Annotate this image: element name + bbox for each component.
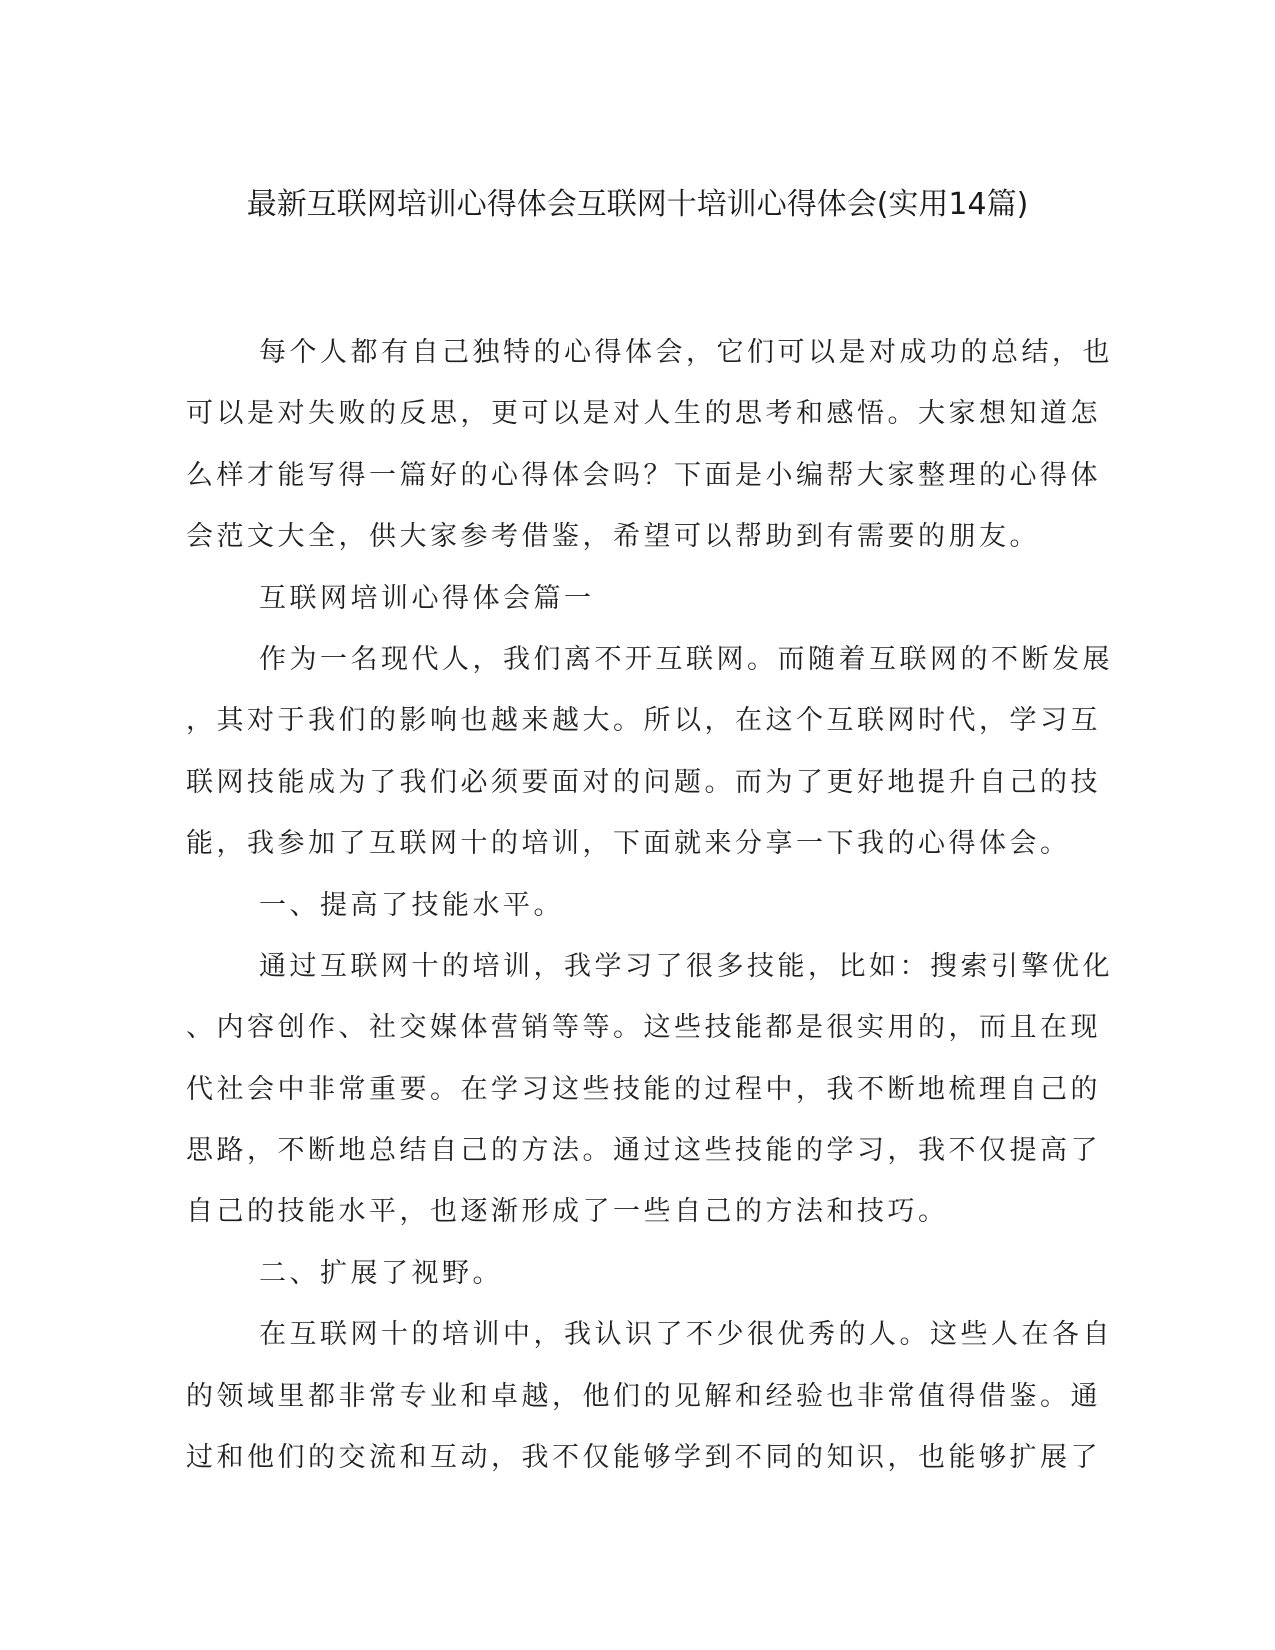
text-line: ，其对于我们的影响也越来越大。所以，在这个互联网时代，学习互 [186, 705, 1101, 737]
text-line: 会范文大全，供大家参考借鉴，希望可以帮助到有需要的朋友。 [186, 521, 1040, 553]
text-line: 过和他们的交流和互动，我不仅能够学到不同的知识，也能够扩展了 [186, 1442, 1101, 1474]
text-line: 在互联网十的培训中，我认识了不少很优秀的人。这些人在各自 [259, 1319, 1113, 1351]
text-line: 思路，不断地总结自己的方法。通过这些技能的学习，我不仅提高了 [186, 1135, 1101, 1167]
text-line: 互联网培训心得体会篇一 [259, 582, 595, 614]
text-line: 代社会中非常重要。在学习这些技能的过程中，我不断地梳理自己的 [186, 1073, 1101, 1105]
text-line: 联网技能成为了我们必须要面对的问题。而为了更好地提升自己的技 [186, 766, 1101, 798]
document-body [186, 322, 1113, 1488]
text-line: 自己的技能水平，也逐渐形成了一些自己的方法和技巧。 [186, 1196, 949, 1228]
text-line: 可以是对失败的反思，更可以是对人生的思考和感悟。大家想知道怎 [186, 398, 1101, 430]
text-line: 通过互联网十的培训，我学习了很多技能，比如：搜索引擎优化 [259, 950, 1113, 982]
text-line: 的领域里都非常专业和卓越，他们的见解和经验也非常值得借鉴。通 [186, 1380, 1101, 1412]
text-line: 、内容创作、社交媒体营销等等。这些技能都是很实用的，而且在现 [186, 1012, 1101, 1044]
document-title: 最新互联网培训心得体会互联网十培训心得体会(实用14篇) [246, 187, 1029, 222]
text-line: 每个人都有自己独特的心得体会，它们可以是对成功的总结，也 [259, 337, 1113, 368]
text-line: 二、扩展了视野。 [259, 1257, 503, 1289]
text-line: 作为一名现代人，我们离不开互联网。而随着互联网的不断发展 [259, 643, 1113, 675]
text-line: 一、提高了技能水平。 [259, 889, 564, 921]
text-line: 能，我参加了互联网十的培训，下面就来分享一下我的心得体会。 [186, 828, 1071, 860]
text-line: 么样才能写得一篇好的心得体会吗？下面是小编帮大家整理的心得体 [186, 459, 1101, 491]
